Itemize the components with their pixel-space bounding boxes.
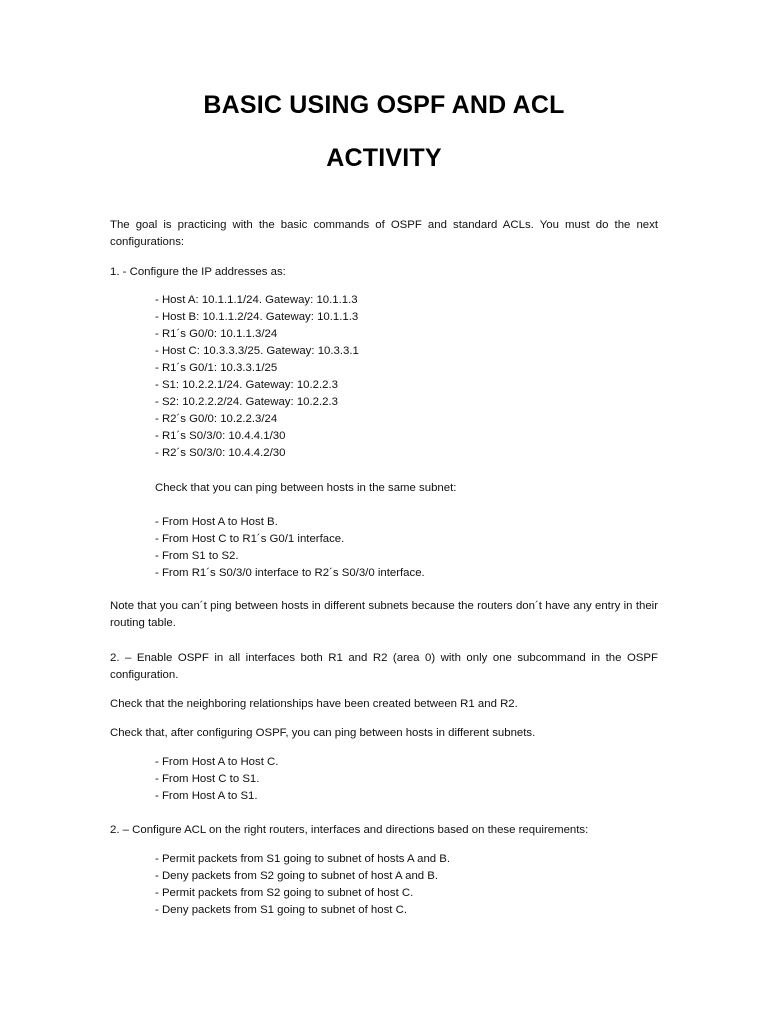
ospf-ping-check: Check that, after configuring OSPF, you can ping between hosts in different subnets. (110, 727, 536, 739)
list-item: - Permit packets from S2 going to subnet of host C. (155, 887, 414, 899)
same-subnet-check: Check that you can ping between hosts in the same subnet: (155, 482, 457, 494)
list-item: - Host C: 10.3.3.3/25. Gateway: 10.3.3.1 (155, 345, 359, 357)
list-item: - From Host A to Host C. (155, 756, 279, 768)
neighbor-check: Check that the neighboring relationships have been created between R1 and R2. (110, 698, 518, 710)
list-item: - R2´s G0/0: 10.2.2.3/24 (155, 413, 278, 425)
list-item: - From Host A to S1. (155, 790, 258, 802)
step3-heading: 2. – Configure ACL on the right routers, interfaces and directions based on these requirements: (110, 824, 589, 836)
document-subtitle: ACTIVITY (326, 144, 442, 172)
list-item: - S2: 10.2.2.2/24. Gateway: 10.2.2.3 (155, 396, 339, 408)
list-item: - Deny packets from S2 going to subnet of host A and B. (155, 870, 439, 882)
list-item: - From R1´s S0/3/0 interface to R2´s S0/3/0 interface. (155, 567, 425, 579)
ip-address-list (155, 292, 655, 462)
list-item: - From S1 to S2. (155, 550, 239, 562)
list-item: - Deny packets from S1 going to subnet of host C. (155, 904, 407, 916)
same-subnet-ping-list (155, 514, 655, 582)
different-subnet-ping-list (155, 754, 655, 805)
list-item: - From Host C to S1. (155, 773, 260, 785)
list-item: - R1´s G0/1: 10.3.3.1/25 (155, 362, 278, 374)
step1-heading: 1. - Configure the IP addresses as: (110, 266, 286, 278)
list-item: - R1´s G0/0: 10.1.1.3/24 (155, 328, 278, 340)
list-item: - Host B: 10.1.1.2/24. Gateway: 10.1.1.3 (155, 311, 359, 323)
routing-note: Note that you can´t ping between hosts in different subnets because the routers don´t have any entry in their routing table. (110, 600, 658, 629)
intro-paragraph: The goal is practicing with the basic commands of OSPF and standard ACLs. You must do the next configurations: (110, 219, 658, 248)
list-item: - From Host C to R1´s G0/1 interface. (155, 533, 345, 545)
step2-heading: 2. – Enable OSPF in all interfaces both R1 and R2 (area 0) with only one subcommand in the OSPF configuration. (110, 652, 658, 681)
list-item: - From Host A to Host B. (155, 516, 278, 528)
list-item: - Host A: 10.1.1.1/24. Gateway: 10.1.1.3 (155, 294, 358, 306)
list-item: - R2´s S0/3/0: 10.4.4.2/30 (155, 447, 286, 459)
list-item: - R1´s S0/3/0: 10.4.4.1/30 (155, 430, 286, 442)
document-title: BASIC USING OSPF AND ACL (203, 91, 565, 119)
list-item: - Permit packets from S1 going to subnet of hosts A and B. (155, 853, 451, 865)
acl-rules-list (155, 851, 655, 919)
list-item: - S1: 10.2.2.1/24. Gateway: 10.2.2.3 (155, 379, 339, 391)
